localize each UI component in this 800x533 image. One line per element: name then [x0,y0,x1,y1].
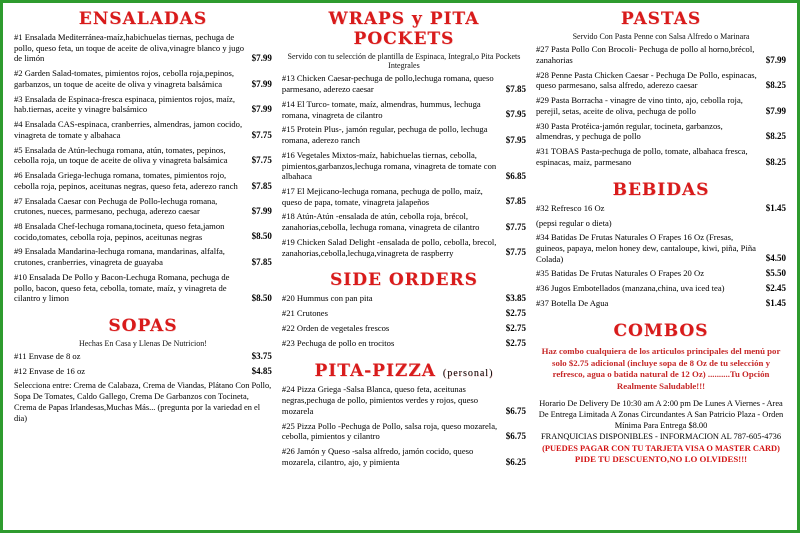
menu-item-name: #31 TOBAS Pasta-pechuga de pollo, tomate, albahaca fresca, espinacas, maiz, parmesano [536,146,748,167]
section-title-wraps: WRAPS y PITA POCKETS [328,9,480,49]
menu-item[interactable] [536,95,786,116]
menu-item-name: #5 Ensalada de Atún-lechuga romana, atún, tomates, pepinos, cebolla roja, un toque de aceite de oliva y vinagreta balsámica [14,144,228,166]
delivery-info [538,398,784,465]
menu-item-price: $8.25 [765,156,787,167]
menu-item-price: $6.85 [505,170,526,181]
section-subtitle-pastas: Servido Con Pasta Penne con Salsa Alfredo o Marinara [572,32,750,41]
menu-item-price: $3.75 [251,351,272,362]
section-title-sopas: SOPAS [108,316,178,337]
menu-item-price: $7.99 [251,104,272,115]
menu-item[interactable] [536,283,786,294]
menu-item-name: #17 El Mejicano-lechuga romana, pechuga de pollo, maíz, queso de papa, tomate, vinagreta jalapeños [281,185,483,207]
menu-item-name: #34 Batidas De Frutas Naturales O Frapes 16 Oz (Fresas, guineos, papaya, melon honey dew, cantaloupe, kiwi, piña, Piña Colada) [536,232,756,264]
menu-item-price: $6.25 [505,456,526,467]
menu-item[interactable] [14,145,272,166]
menu-item-name: #30 Pasta Protéica-jamón regular, tocineta, garbanzos, almendras, y pechuga de pollo [536,120,723,142]
menu-item-price: $7.99 [251,53,272,64]
menu-item-price: $6.75 [505,405,526,416]
menu-item-name: #14 El Turco- tomate, maíz, almendras, hummus, lechuga romana, vinagreta de cilantro [281,98,481,120]
menu-item-price: $7.99 [251,206,272,217]
menu-item-name: #16 Vegetales Mixtos-maíz, habichuelas tiernas, cebolla, pimientos,garbanzos,lechuga romana, vinagreta de tomate con albahaca [281,149,497,182]
menu-item-name: #6 Ensalada Griega-lechuga romana, tomates, pimientos rojo, cebolla roja, pepinos, aceitunas negras, queso feta, aderezo ranch [14,170,238,191]
menu-item-name: #15 Protein Plus-, jamón regular, pechuga de pollo, lechuga romana, aderezo ranch [281,124,488,146]
menu-item[interactable] [536,232,786,264]
section-title-side-orders: SIDE ORDERS [330,270,478,291]
menu-item-name: (pepsi regular o dieta) [536,217,612,228]
menu-item-name: #13 Chicken Caesar-pechuga de pollo,lechuga romana, queso parmesano, aderezo caesar [281,73,494,95]
menu-item-price: $1.45 [765,202,787,213]
menu-item[interactable] [282,73,526,94]
menu-item-price: $7.99 [765,105,787,116]
menu-item-price: $6.75 [505,431,526,442]
menu-item-price: $5.50 [765,268,787,279]
menu-item[interactable] [282,293,526,304]
menu-item-name: #11 Envase de 8 oz [14,351,81,362]
menu-item-name: #3 Ensalada de Espinaca-fresca espinaca, pimientos rojos, maíz, hab.tiernas, aceite y vinagre balsámico [14,93,235,115]
spacer [14,308,272,314]
spacer [282,262,526,268]
menu-item[interactable] [14,272,272,304]
menu-item[interactable] [282,338,526,349]
section-title-bebidas: BEBIDAS [612,179,710,200]
menu-item-price: $7.85 [251,256,272,267]
menu-item-note [536,218,786,229]
menu-item-price: $8.50 [251,231,272,242]
menu-item-name: #29 Pasta Borracha - vinagre de vino tinto, ajo, cebolla roja, perejil, setas, aceite de oliva, pechuga de pollo [536,95,743,116]
menu-item-name: #37 Botella De Agua [536,298,609,309]
menu-item[interactable] [536,44,786,65]
menu-column-2 [277,7,531,530]
section-title-combos: COMBOS [613,321,709,342]
menu-item-price: $4.85 [251,366,272,377]
menu-item-name: #12 Envase de 16 oz [14,366,86,377]
menu-item[interactable] [14,246,272,267]
menu-item-name: #25 Pizza Pollo -Pechuga de Pollo, salsa roja, queso mozarela, cebolla, pimientos y cilantro [281,420,498,442]
menu-columns [3,3,797,530]
menu-item[interactable] [282,237,526,258]
menu-item-price: $4.50 [765,253,787,264]
menu-item-name: #10 Ensalada De Pollo y Bacon-Lechuga Romana, pechuga de pollo, bacon, queso feta, cebolla, tomate, maíz, y vinagreta de cilantro y limon [14,271,230,304]
menu-item-price: $7.75 [251,129,272,140]
combos-description: Haz combo cualquiera de los articulos principales del menú por solo $2.75 adicional (incluye sopa de 8 Oz de tu selección y refresco, agua o batida natural de 12 Oz) ..........Tu Opción Realmente Saludable!!! [541,346,781,391]
menu-item-price: $7.85 [505,196,526,207]
menu-item[interactable] [282,99,526,120]
menu-item[interactable] [14,32,272,64]
menu-item-price: $2.75 [505,308,526,319]
menu-item-name: #35 Batidas De Frutas Naturales O Frapes 20 Oz [536,268,705,279]
menu-item-price: $2.75 [505,323,526,334]
franchise-info: FRANQUICIAS DISPONIBLES - INFORMACION AL 787-605-4736 [541,432,782,442]
menu-item[interactable] [536,70,786,91]
menu-item-price: $7.85 [251,180,272,191]
menu-item-name: #27 Pasta Pollo Con Brocoli- Pechuga de pollo al horno,brécol, zanahorias [536,44,755,65]
menu-item-price: $7.99 [251,78,272,89]
menu-item-price: $7.75 [505,221,526,232]
menu-item[interactable] [536,146,786,167]
menu-item-name: #23 Pechuga de pollo en trocitos [281,338,395,349]
menu-item[interactable] [536,203,786,214]
menu-item-price: $7.85 [505,83,526,94]
section-title-text: PITA-PIZZA [314,361,436,382]
menu-item-name: #19 Chicken Salad Delight -ensalada de pollo, cebolla, brecol, zanahorias,cebolla,lechuga,vinagreta de raspberry [281,236,497,258]
menu-item-price: $2.45 [765,283,787,294]
menu-item[interactable] [282,308,526,319]
menu-item[interactable] [14,119,272,140]
menu-item-name: #8 Ensalada Chef-lechuga romana,tocineta, queso feta,jamon cocido,tomates, cebolla roja, pepinos, aceitunas negras [14,221,225,242]
spacer [536,313,786,319]
menu-item-price: $3.85 [505,293,526,304]
menu-item-price: $1.45 [765,298,787,309]
menu-item[interactable] [282,446,526,467]
menu-item[interactable] [282,323,526,334]
menu-column-3 [531,7,791,530]
menu-item[interactable] [282,150,526,182]
menu-column-1 [9,7,277,530]
menu-item[interactable] [14,170,272,191]
menu-item-name: #7 Ensalada Caesar con Pechuga de Pollo-lechuga romana, crutones, nueces, parmesano, pechuga, aderezo caesar [14,195,218,217]
menu-item-name: #20 Hummus con pan pita [281,293,373,304]
spacer [282,353,526,359]
menu-item[interactable] [14,94,272,115]
section-subtitle-sopas: Hechas En Casa y Llenas De Nutricion! [78,339,207,349]
menu-item-price: $2.75 [505,338,526,349]
menu-item-name: #36 Jugos Embotellados (manzana,china, uva iced tea) [536,283,725,294]
menu-item-name: #32 Refresco 16 Oz [536,202,605,213]
menu-item[interactable] [282,186,526,207]
combos-box [536,344,786,465]
menu-item[interactable] [282,384,526,416]
section-title-ensaladas: ENSALADAS [78,9,208,29]
menu-item-price: $8.50 [251,293,272,304]
menu-item[interactable] [14,68,272,89]
menu-item-price: $7.99 [765,54,787,65]
menu-item-price: $8.25 [765,80,787,91]
menu-item-name: #21 Crutones [281,308,328,319]
menu-item-name: #2 Garden Salad-tomates, pimientos rojos, cebolla roja,pepinos, garbanzos, un toque de aceite de oliva y vinagreta balsámica [14,68,235,89]
menu-item[interactable] [282,421,526,442]
menu-item-name: #18 Atún-Atún -ensalada de atún, cebolla roja, brécol, zanahorias,cebolla, lechuga romana, vinagreta de cilantro [281,211,480,233]
menu-item-price: $7.95 [505,109,526,120]
menu-item-name: #9 Ensalada Mandarina-lechuga romana, mandarinas, alfalfa, crutones, cranberries, vinagreta de guayaba [14,246,225,268]
menu-item-name: #22 Orden de vegetales frescos [281,323,390,334]
menu-item-name: #24 Pizza Griega -Salsa Blanca, queso feta, aceitunas negras,pechuga de pollo, pimientos verdes y rojos, queso mozarela [281,384,479,416]
menu-item[interactable] [536,121,786,142]
menu-item-price: $7.95 [505,134,526,145]
menu-item-name: #28 Penne Pasta Chicken Caesar - Pechuga De Pollo, espinacas, queso parmesano, salsa alfredo, aderezo caesar [536,69,757,91]
section-subtitle-wraps: Servido con tu selección de plantilla de Espinaca, Integral,o Pita Pockets Integrales [287,52,521,71]
menu-item[interactable] [14,351,272,362]
menu-item[interactable] [282,211,526,232]
menu-item-name: #4 Ensalada CAS-espinaca, cranberries, almendras, jamon cocido, vinagreta de tomate y albahaca [14,119,243,140]
menu-item[interactable] [14,366,272,377]
menu-item[interactable] [14,221,272,242]
menu-item[interactable] [282,124,526,145]
menu-item-price: $8.25 [765,131,787,142]
spacer [536,172,786,178]
menu-item-price: $7.75 [505,247,526,258]
sopas-footnote: Selecciona entre: Crema de Calabaza, Crema de Viandas, Plátano Con Pollo, Sopa De Tomates, Caldo Gallego, Crema De Garbanzos con Tocineta, Crema de Papas Irlandesas,Muchas Más... (pregunta por la variedad en el dia) [14,381,272,424]
section-title-pita-pizza [282,361,526,381]
delivery-hours: Horario De Delivery De 10:30 am A 2:00 pm De Lunes A Viernes - Area De Entrega Limitada A Zonas Circundantes A San Patricio Plaza - Orden Mínima Para Entrega $8.00 [538,399,784,431]
payment-info: (PUEDES PAGAR CON TU TARJETA VISA O MASTER CARD) [542,443,780,453]
menu-item-name: #1 Ensalada Mediterránea-maíz,habichuelas tiernas, pechuga de pollo, queso feta, un toque de aceite de oliva,vinagre blanco y jugo de limón [14,32,245,64]
menu-item[interactable] [536,298,786,309]
menu-item[interactable] [536,268,786,279]
menu-item[interactable] [14,196,272,217]
discount-reminder: PIDE TU DESCUENTO,NO LO OLVIDES!!! [574,453,748,464]
section-title-pastas: PASTAS [620,9,702,29]
menu-item-name: #26 Jamón y Queso -salsa alfredo, jamón cocido, queso mozarela, cilantro, ajo, y pimienta [281,446,474,467]
menu-item-price: $7.75 [251,155,272,166]
section-title-suffix: (personal) [442,368,494,380]
